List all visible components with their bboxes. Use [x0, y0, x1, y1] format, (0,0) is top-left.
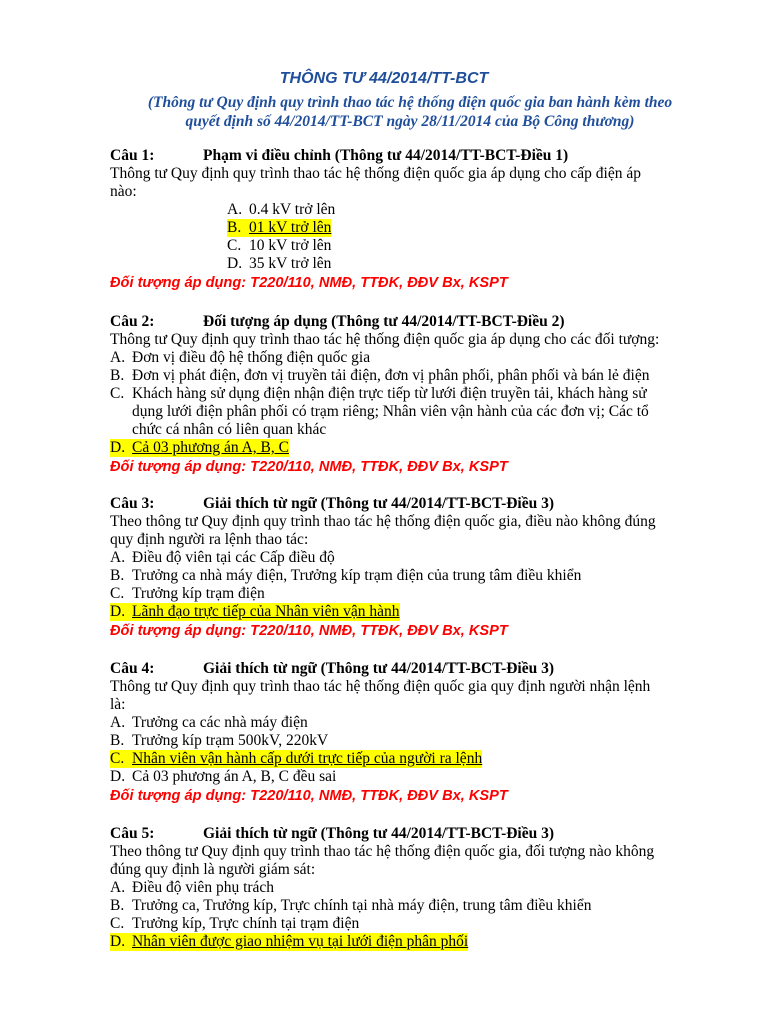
answer-option-d: D. Cả 03 phương án A, B, C đều sai	[110, 768, 337, 785]
answer-option-a: A. Đơn vị điều độ hệ thống điện quốc gia	[110, 349, 371, 366]
document-subtitle	[110, 93, 710, 131]
question-number: Câu 3:	[110, 495, 155, 512]
question-topic: Giải thích từ ngữ (Thông tư 44/2014/TT-BCT-Điều 3)	[203, 825, 555, 842]
answer-option-c: C. Trưởng kíp trạm điện	[110, 585, 265, 602]
applies-to-note: Đối tượng áp dụng: T220/110, NMĐ, TTĐK, ĐĐV Bx, KSPT	[110, 459, 508, 475]
answer-option-b-correct: B. 01 kV trở lên	[227, 219, 332, 236]
question-topic: Phạm vi điều chỉnh (Thông tư 44/2014/TT-BCT-Điều 1)	[203, 147, 569, 164]
question-stem: đúng quy định là người giám sát:	[110, 861, 316, 878]
answer-option-a: A. 0.4 kV trở lên	[227, 201, 336, 218]
answer-option-b: B. Trưởng kíp trạm 500kV, 220kV	[110, 732, 329, 749]
answer-option-b: B. Trưởng ca, Trưởng kíp, Trực chính tại nhà máy điện, trung tâm điều khiển	[110, 897, 592, 914]
question-stem: quy định người ra lệnh thao tác:	[110, 531, 309, 548]
question-heading	[110, 147, 712, 165]
question-stem: nào:	[110, 183, 137, 200]
question-stem: là:	[110, 696, 126, 713]
answer-option-b: B. Đơn vị phát điện, đơn vị truyền tải điện, đơn vị phân phối, phân phối và bán lẻ điện	[110, 367, 650, 384]
subtitle-line: quyết định số 44/2014/TT-BCT ngày 28/11/2014 của Bộ Công thương)	[185, 113, 635, 130]
question-1	[110, 147, 712, 293]
question-topic: Đối tượng áp dụng (Thông tư 44/2014/TT-BCT-Điều 2)	[203, 313, 565, 330]
question-heading	[110, 495, 712, 513]
document-title: THÔNG TƯ 44/2014/TT-BCT	[279, 70, 489, 87]
question-stem: Thông tư Quy định quy trình thao tác hệ thống điện quốc gia áp dụng cho cấp điện áp	[110, 165, 641, 182]
question-heading	[110, 313, 712, 331]
answer-option-c: C. 10 kV trở lên	[227, 237, 332, 254]
answer-option-d-correct: D. Cả 03 phương án A, B, C	[110, 439, 289, 456]
question-stem: Thông tư Quy định quy trình thao tác hệ thống điện quốc gia áp dụng cho các đối tượng:	[110, 331, 660, 348]
question-topic: Giải thích từ ngữ (Thông tư 44/2014/TT-BCT-Điều 3)	[203, 495, 555, 512]
applies-to-note: Đối tượng áp dụng: T220/110, NMĐ, TTĐK, ĐĐV Bx, KSPT	[110, 788, 508, 804]
answer-option-d: D. 35 kV trở lên	[227, 255, 332, 272]
applies-to-note: Đối tượng áp dụng: T220/110, NMĐ, TTĐK, ĐĐV Bx, KSPT	[110, 623, 508, 639]
answer-option-d-correct: D. Lãnh đạo trực tiếp của Nhân viên vận hành	[110, 603, 400, 620]
answer-option-b: B. Trưởng ca nhà máy điện, Trưởng kíp trạm điện của trung tâm điều khiển	[110, 567, 582, 584]
answer-option-a: A. Điều độ viên tại các Cấp điều độ	[110, 549, 335, 566]
answer-option-a: A. Trưởng ca các nhà máy điện	[110, 714, 308, 731]
question-stem: Thông tư Quy định quy trình thao tác hệ thống điện quốc gia quy định người nhận lệnh	[110, 678, 651, 695]
question-stem: Theo thông tư Quy định quy trình thao tác hệ thống điện quốc gia, đối tượng nào không	[110, 843, 655, 860]
question-2	[110, 313, 712, 477]
question-topic: Giải thích từ ngữ (Thông tư 44/2014/TT-BCT-Điều 3)	[203, 660, 555, 677]
question-number: Câu 4:	[110, 660, 155, 677]
answer-option-c-correct: C. Nhân viên vận hành cấp dưới trực tiếp của người ra lệnh	[110, 750, 483, 767]
question-heading	[110, 660, 712, 678]
answer-option-a: A. Điều độ viên phụ trách	[110, 879, 275, 896]
question-heading	[110, 825, 712, 843]
question-4	[110, 660, 712, 806]
answer-option-c: C. Trưởng kíp, Trực chính tại trạm điện	[110, 915, 360, 932]
question-number: Câu 5:	[110, 825, 155, 842]
subtitle-line: (Thông tư Quy định quy trình thao tác hệ thống điện quốc gia ban hành kèm theo	[147, 94, 673, 111]
answer-option-c: C. Khách hàng sử dụng điện nhận điện trực tiếp từ lưới điện truyền tải, khách hàng sử dụng lưới điện phân phối có trạm riêng; Nhân viên vận hành của các đơn vị; Các tổ chức cá nhân có liên quan khác	[110, 385, 649, 438]
question-stem: Theo thông tư Quy định quy trình thao tác hệ thống điện quốc gia, điều nào không đúng	[110, 513, 656, 530]
question-number: Câu 2:	[110, 313, 155, 330]
answer-option-d-correct: D. Nhân viên được giao nhiệm vụ tại lưới điện phân phối	[110, 933, 469, 950]
question-number: Câu 1:	[110, 147, 155, 164]
applies-to-note: Đối tượng áp dụng: T220/110, NMĐ, TTĐK, ĐĐV Bx, KSPT	[110, 275, 508, 291]
question-3	[110, 495, 712, 641]
question-5	[110, 825, 712, 951]
